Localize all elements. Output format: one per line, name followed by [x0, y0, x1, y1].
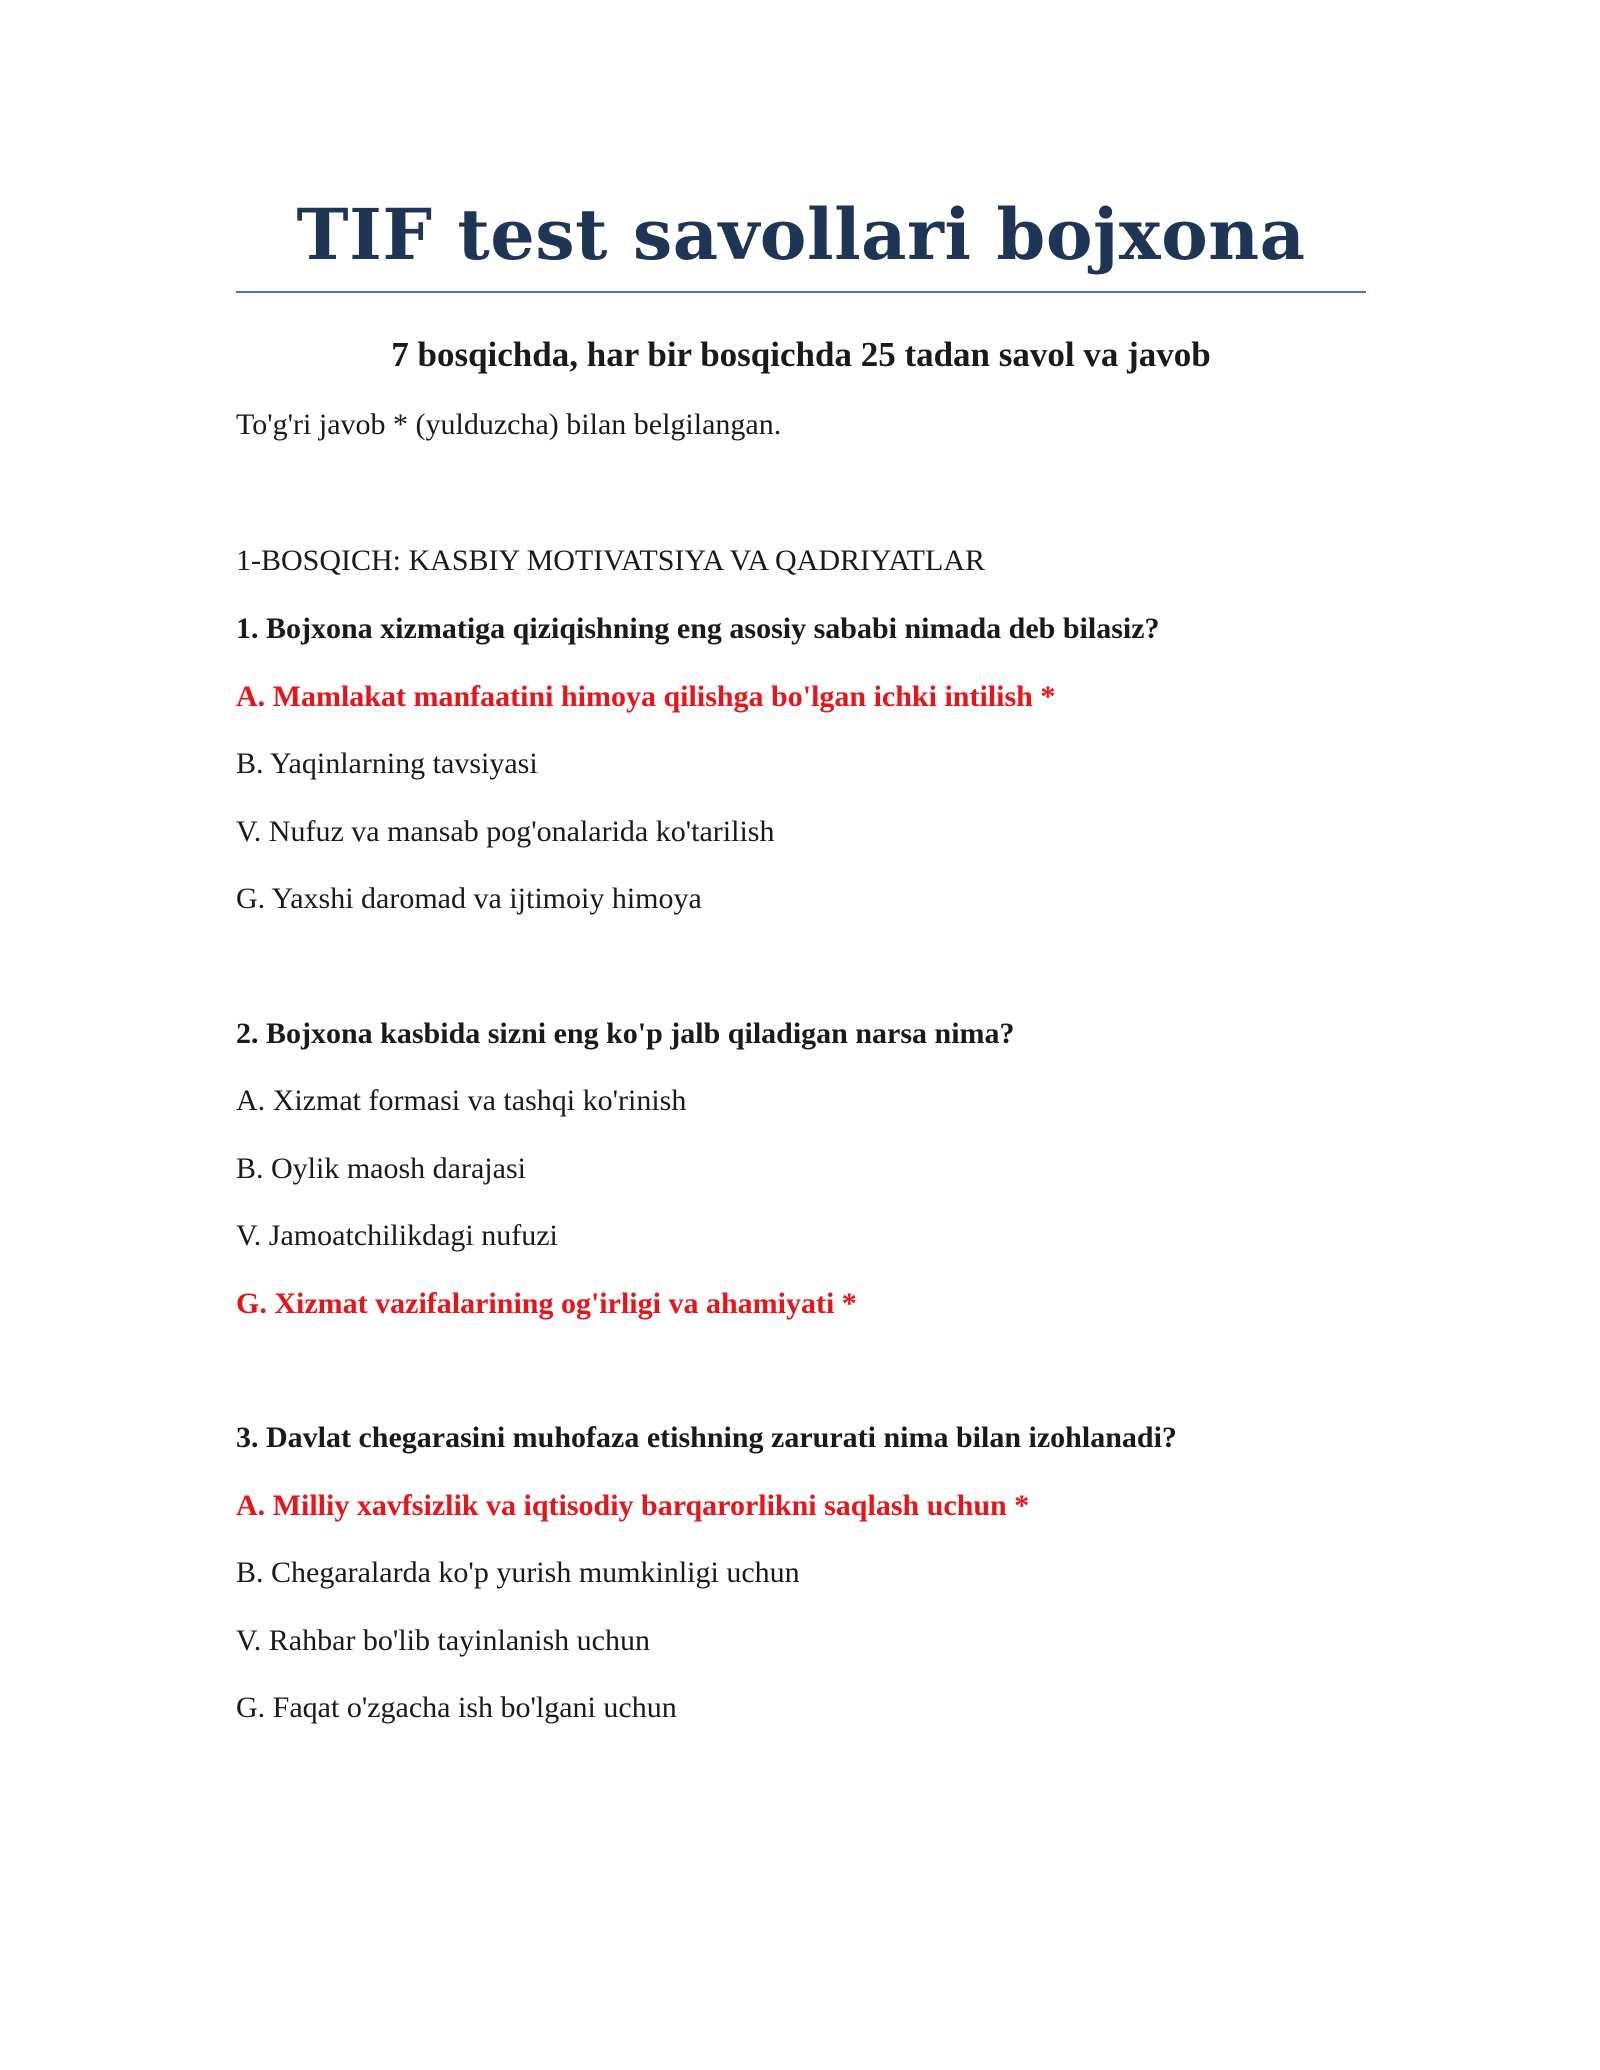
question-1-option-b: B. Yaqinlarning tavsiyasi [236, 747, 538, 780]
title-underline [236, 291, 1366, 293]
question-3-option-g: G. Faqat o'zgacha ish bo'lgani uchun [236, 1691, 677, 1724]
document-subtitle: 7 bosqichda, har bir bosqichda 25 tadan savol va javob [391, 335, 1211, 374]
question-3-option-v: V. Rahbar bo'lib tayinlanish uchun [236, 1624, 650, 1657]
question-2-text: 2. Bojxona kasbida sizni eng ko'p jalb qiladigan narsa nima? [236, 1017, 1015, 1050]
question-3-option-b: B. Chegaralarda ko'p yurish mumkinligi uchun [236, 1556, 800, 1589]
question-2-option-a: A. Xizmat formasi va tashqi ko'rinish [236, 1084, 687, 1117]
question-2-option-g: G. Xizmat vazifalarining og'irligi va ahamiyati * [236, 1287, 857, 1320]
question-1-text: 1. Bojxona xizmatiga qiziqishning eng asosiy sababi nimada deb bilasiz? [236, 612, 1160, 645]
stage-heading: 1-BOSQICH: KASBIY MOTIVATSIYA VA QADRIYATLAR [236, 544, 985, 577]
answer-key-note: To'g'ri javob * (yulduzcha) bilan belgilangan. [236, 408, 782, 441]
document-title: TIF test savollari bojxona [296, 193, 1306, 276]
question-1-option-a: A. Mamlakat manfaatini himoya qilishga bo'lgan ichki intilish * [236, 680, 1056, 713]
question-2-option-b: B. Oylik maosh darajasi [236, 1152, 526, 1185]
question-2-option-v: V. Jamoatchilikdagi nufuzi [236, 1219, 558, 1252]
question-3-option-a: A. Milliy xavfsizlik va iqtisodiy barqarorlikni saqlash uchun * [236, 1489, 1030, 1522]
question-1-option-g: G. Yaxshi daromad va ijtimoiy himoya [236, 882, 702, 915]
question-1-option-v: V. Nufuz va mansab pog'onalarida ko'tarilish [236, 815, 775, 848]
question-3-text: 3. Davlat chegarasini muhofaza etishning zarurati nima bilan izohlanadi? [236, 1421, 1177, 1454]
